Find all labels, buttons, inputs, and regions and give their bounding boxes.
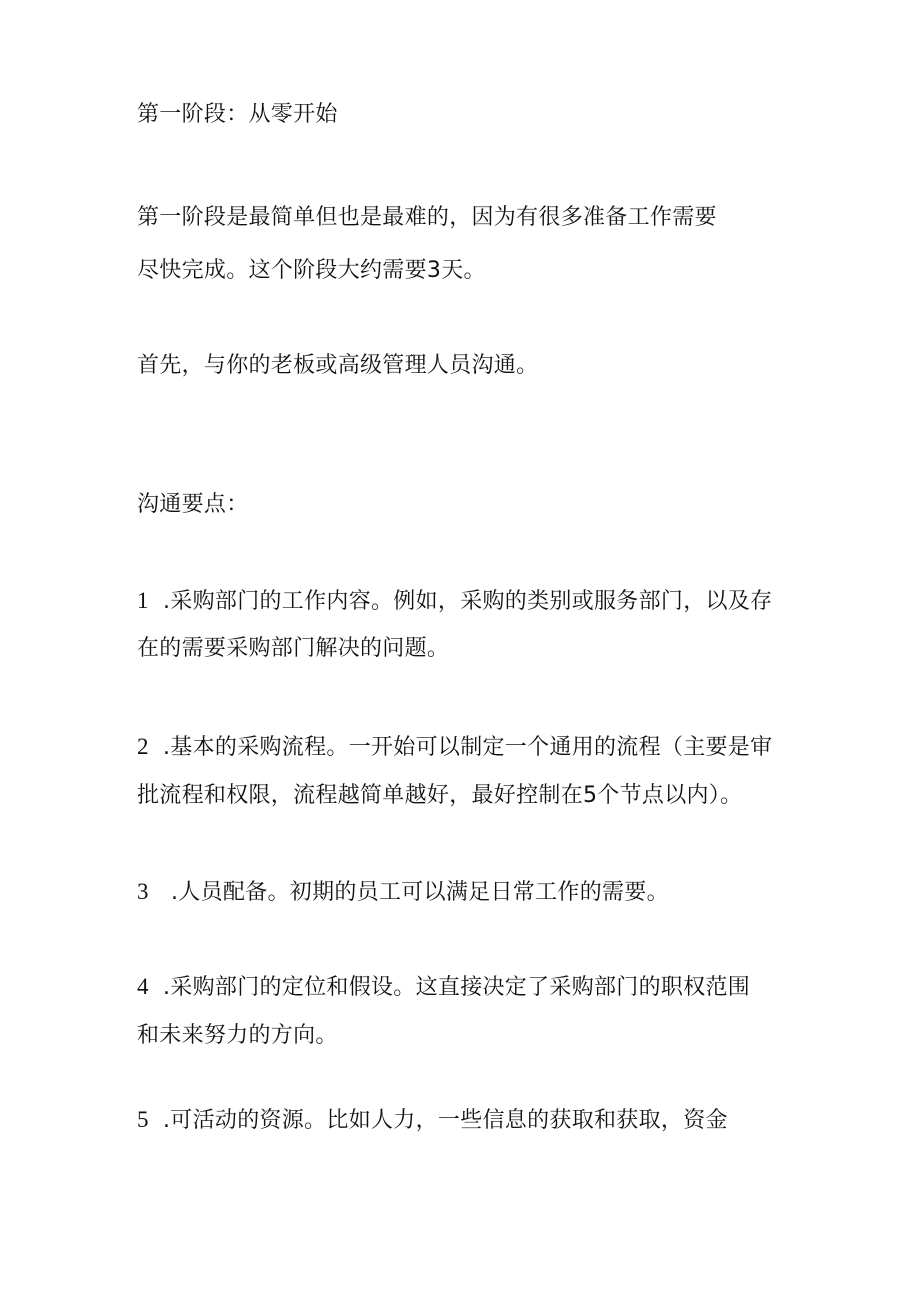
point-5-text: .可活动的资源。比如人力，一些信息的获取和获取，资金 <box>163 1108 728 1133</box>
point-1-text: .采购部门的工作内容。例如，采购的类别或服务部门，以及存 <box>163 589 773 614</box>
point-3-number: 3 <box>137 879 149 904</box>
point-2-text: .基本的采购流程。一开始可以制定一个通用的流程（主要是审 <box>163 735 773 760</box>
point-1-line-2: 在的需要采购部门解决的问题。 <box>137 636 450 661</box>
point-2-line-1 <box>137 736 772 759</box>
section-heading: 第一阶段：从零开始 <box>137 102 338 127</box>
point-4-number: 4 <box>137 974 149 999</box>
first-step-paragraph: 首先，与你的老板或高级管理人员沟通。 <box>137 353 539 378</box>
point-1-number: 1 <box>137 588 149 613</box>
point-4-line-1 <box>137 976 750 999</box>
intro-line-1: 第一阶段是最简单但也是最难的，因为有很多准备工作需要 <box>137 205 717 230</box>
point-4-line-2: 和未来努力的方向。 <box>137 1023 338 1048</box>
point-5-line-1 <box>137 1109 728 1132</box>
intro-line-2: 尽快完成。这个阶段大约需要3天。 <box>137 258 486 283</box>
point-3-line-1 <box>137 881 669 904</box>
points-heading: 沟通要点： <box>137 492 249 517</box>
point-3-text: .人员配备。初期的员工可以满足日常工作的需要。 <box>171 880 669 905</box>
point-5-number: 5 <box>137 1107 149 1132</box>
point-4-text: .采购部门的定位和假设。这直接决定了采购部门的职权范围 <box>163 975 751 1000</box>
point-2-line-2: 批流程和权限，流程越简单越好，最好控制在5个节点以内）。 <box>137 783 743 808</box>
point-1-line-1 <box>137 590 772 613</box>
point-2-number: 2 <box>137 734 149 759</box>
